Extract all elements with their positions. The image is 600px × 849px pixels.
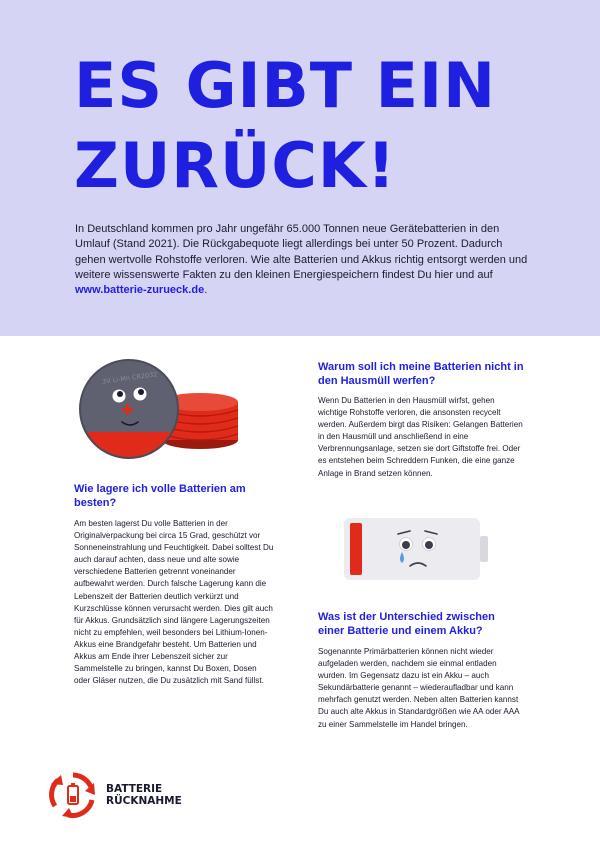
title-line-2: ZURÜCK! <box>74 129 397 202</box>
coin-cell-battery-character-icon <box>78 358 248 460</box>
section-household <box>318 360 524 480</box>
intro-suffix: . <box>204 284 208 297</box>
battery-return-logo <box>48 770 228 820</box>
logo-line-1: BATTERIE <box>106 783 163 795</box>
title-line-1: ES GIBT EIN <box>74 49 496 122</box>
coin-cell-engraving: 3V Li-Mn CR2032 <box>101 370 158 386</box>
recycle-battery-logo-icon <box>48 770 98 820</box>
hero-banner <box>0 0 600 336</box>
section-difference <box>318 610 524 731</box>
section-household-heading: Warum soll ich meine Batterien nicht in den Hausmüll werfen? <box>318 361 524 387</box>
intro-paragraph <box>75 222 535 298</box>
section-storage-heading: Wie lagere ich volle Batterien am besten? <box>74 483 246 509</box>
section-difference-body: Sogenannte Primärbatterien können nicht wieder aufgeladen werden, nachdem sie einmal entladen wurden. Im Gegensatz dazu ist ein Akku – auch Sekundärbatterie genannt – wiederaufladbar und kann mehrfach genutzt werden. Neben alten Batterien kannst Du auch alte Akkus in Standardgrößen wie AA oder AAA zu einer Sammelstelle im Handel bringen. <box>318 647 520 729</box>
sad-empty-battery-icon <box>340 514 492 584</box>
section-storage-body: Am besten lagerst Du volle Batterien in der Originalverpackung bei circa 15 Grad, geschützt vor Sonneneinstrahlung und Feuchtigkeit. Dabei solltest Du auch darauf achten, dass neue und alte sowie verschiedene Batterien getrennt voneinander aufbewahrt werden. Durch falsche Lagerung kann die Lebenszeit der Batterien deutlich verkürzt und Kurzschlüsse können verursacht werden. Dies gilt auch für Akkus. Grundsätzlich sind längere Lagerungszeiten nicht zu empfehlen, weil besonders bei Lithium-Ionen-Akkus eine Brandgefahr besteht. Um Batterien und Akkus am Ende ihrer Lebenszeit sicher zur Sammelstelle zu bringen, kannst Du Boxen, Dosen oder Gläser nutzen, die Du zusätzlich mit Sand füllst. <box>74 519 274 686</box>
page-title <box>74 46 574 206</box>
section-storage <box>74 482 274 687</box>
section-difference-heading: Was ist der Unterschied zwischen einer Batterie und einem Akku? <box>318 611 495 637</box>
intro-text: In Deutschland kommen pro Jahr ungefähr 65.000 Tonnen neue Gerätebatterien in den Umlauf (Stand 2021). Die Rückgabequote liegt allerdings bei unter 50 Prozent. Dadurch gehen wertvolle Rohstoffe verloren. Wie alte Batterien und Akkus richtig entsorgt werden und weitere wissenswerte Fakten zu den kleinen Energiespeichern findest Du hier und auf <box>75 223 528 281</box>
section-household-body: Wenn Du Batterien in den Hausmüll wirfst, gehen wichtige Rohstoffe verloren, die ansonsten recycelt werden. Außerdem birgt das Risiken: Gelangen Batterien in den Hausmüll und anschließend in eine Verbrennungsanlage, setzen sie dort Giftstoffe frei. Oder es entstehen beim Schreddern Funken, die eine ganze Anlage in Brand setzen können. <box>318 396 523 478</box>
website-link[interactable]: www.batterie-zurueck.de <box>75 284 205 297</box>
logo-wordmark <box>106 783 182 807</box>
logo-line-2: RÜCKNAHME <box>106 795 182 807</box>
